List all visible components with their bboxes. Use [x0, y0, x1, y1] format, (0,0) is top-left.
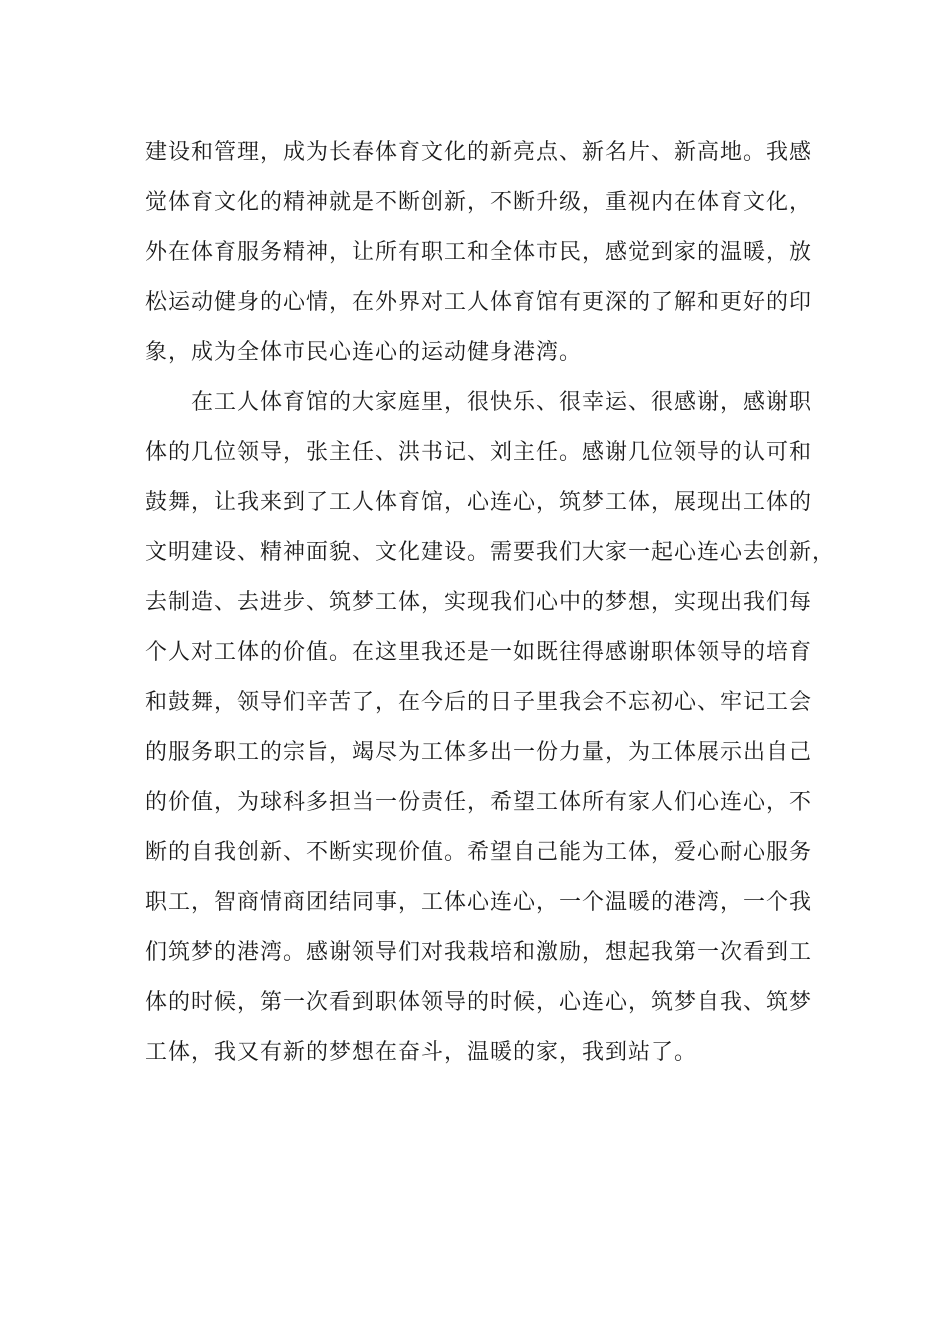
- text-line: 和鼓舞，领导们辛苦了，在今后的日子里我会不忘初心、牢记工会: [145, 690, 813, 715]
- text-line: 个人对工体的价值。在这里我还是一如既往得感谢职体领导的培育: [145, 640, 813, 665]
- paragraph-1: [145, 128, 825, 378]
- text-line: 在工人体育馆的大家庭里，很快乐、很幸运、很感谢，感谢职: [145, 390, 813, 415]
- text-line: 的价值，为球科多担当一份责任，希望工体所有家人们心连心，不: [145, 790, 813, 815]
- text-line: 象，成为全体市民心连心的运动健身港湾。: [145, 340, 583, 365]
- text-line: 文明建设、精神面貌、文化建设。需要我们大家一起心连心去创新，: [145, 540, 836, 565]
- text-line: 职工，智商情商团结同事，工体心连心，一个温暖的港湾，一个我: [145, 890, 813, 915]
- text-line: 工体，我又有新的梦想在奋斗，温暖的家，我到站了。: [145, 1040, 698, 1065]
- text-line: 建设和管理，成为长春体育文化的新亮点、新名片、新高地。我感: [145, 140, 813, 165]
- text-line: 去制造、去进步、筑梦工体，实现我们心中的梦想，实现出我们每: [145, 590, 813, 615]
- text-line: 的服务职工的宗旨，竭尽为工体多出一份力量，为工体展示出自己: [145, 740, 813, 765]
- text-line: 体的时候，第一次看到职体领导的时候，心连心，筑梦自我、筑梦: [145, 990, 813, 1015]
- text-line: 鼓舞，让我来到了工人体育馆，心连心，筑梦工体，展现出工体的: [145, 490, 813, 515]
- text-line: 外在体育服务精神，让所有职工和全体市民，感觉到家的温暖，放: [145, 240, 813, 265]
- text-line: 松运动健身的心情，在外界对工人体育馆有更深的了解和更好的印: [145, 290, 813, 315]
- paragraph-2: [145, 378, 836, 1078]
- text-line: 觉体育文化的精神就是不断创新，不断升级，重视内在体育文化，: [145, 190, 813, 215]
- text-line: 体的几位领导，张主任、洪书记、刘主任。感谢几位领导的认可和: [145, 440, 813, 465]
- text-line: 断的自我创新、不断实现价值。希望自己能为工体，爱心耐心服务: [145, 840, 813, 865]
- text-line: 们筑梦的港湾。感谢领导们对我栽培和激励，想起我第一次看到工: [145, 940, 813, 965]
